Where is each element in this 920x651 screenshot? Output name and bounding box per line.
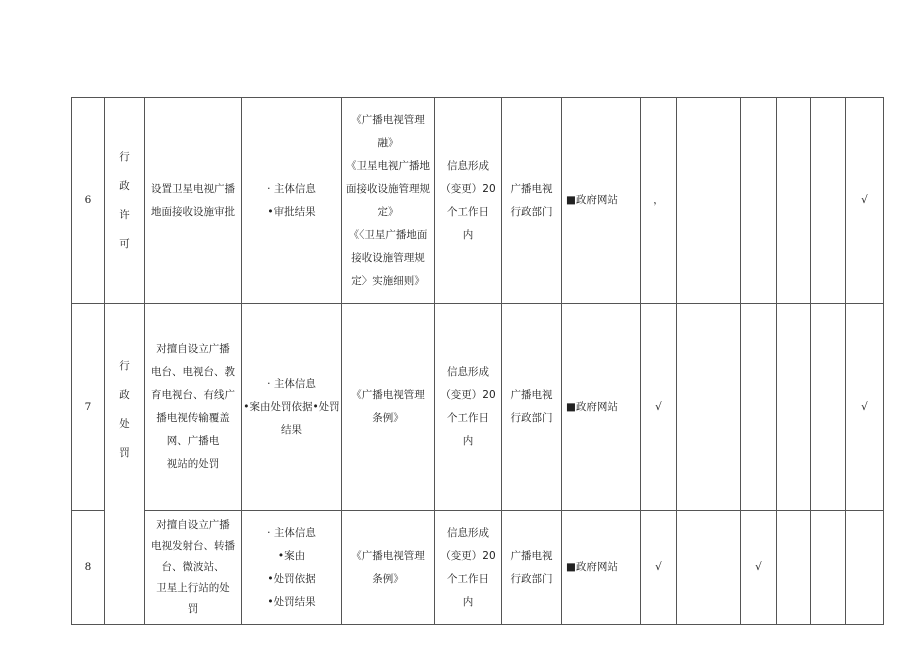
mark-cell xyxy=(811,304,846,511)
table-row xyxy=(72,304,884,511)
mark-cell xyxy=(777,98,811,304)
mark-cell: √ xyxy=(641,304,677,511)
mark-cell xyxy=(741,98,777,304)
row-number: 8 xyxy=(72,511,105,625)
content-cell: · 主体信息 •案由处罚依据•处罚 结果 xyxy=(242,304,342,511)
mark-cell xyxy=(677,304,741,511)
dept-cell: 广播电视 行政部门 xyxy=(502,98,562,304)
mark-cell: √ xyxy=(641,511,677,625)
mark-cell xyxy=(777,304,811,511)
channel-cell: ■政府网站 xyxy=(562,511,641,625)
time-cell: 信息形成 （变更）20 个工作日 内 xyxy=(435,511,502,625)
mark-cell: √ xyxy=(846,98,884,304)
row-number: 7 xyxy=(72,304,105,511)
mark-cell: √ xyxy=(846,304,884,511)
item-cell: 对擅自设立广播 电台、电视台、教 育电视台、有线广 播电视传输覆盖 网、广播电 视站的处罚 xyxy=(145,304,242,511)
mark-cell xyxy=(677,511,741,625)
category-cell: 行 政 许 可 xyxy=(105,98,145,304)
mark-cell: ， xyxy=(641,98,677,304)
mark-cell xyxy=(677,98,741,304)
time-cell: 信息形成 （变更）20 个工作日 内 xyxy=(435,98,502,304)
item-cell: 对擅自设立广播 电视发射台、转播 台、微波站、 卫星上行站的处 罚 xyxy=(145,511,242,625)
mark-cell xyxy=(777,511,811,625)
time-cell: 信息形成 （变更）20 个工作日 内 xyxy=(435,304,502,511)
mark-cell xyxy=(811,98,846,304)
mark-cell: √ xyxy=(741,511,777,625)
disclosure-table xyxy=(71,97,884,625)
table-row xyxy=(72,511,884,625)
basis-cell: 《广播电视管理 条例》 xyxy=(342,304,435,511)
item-cell: 设置卫星电视广播 地面接收设施审批 xyxy=(145,98,242,304)
basis-cell: 《广播电视管理 条例》 xyxy=(342,511,435,625)
channel-cell: ■政府网站 xyxy=(562,98,641,304)
table-row xyxy=(72,98,884,304)
content-cell: · 主体信息 •案由 •处罚依据 •处罚结果 xyxy=(242,511,342,625)
channel-cell: ■政府网站 xyxy=(562,304,641,511)
dept-cell: 广播电视 行政部门 xyxy=(502,304,562,511)
mark-cell xyxy=(741,304,777,511)
content-cell: · 主体信息 •审批结果 xyxy=(242,98,342,304)
dept-cell: 广播电视 行政部门 xyxy=(502,511,562,625)
mark-cell xyxy=(811,511,846,625)
mark-cell xyxy=(846,511,884,625)
row-number: 6 xyxy=(72,98,105,304)
category-cell: 行 政 处 罚 xyxy=(105,304,145,625)
basis-cell: 《广播电视管理 融》 《卫星电视广播地 面接收设施管理规 定》 《〈卫星广播地面 接收设施管理规 定〉实施细则》 xyxy=(342,98,435,304)
